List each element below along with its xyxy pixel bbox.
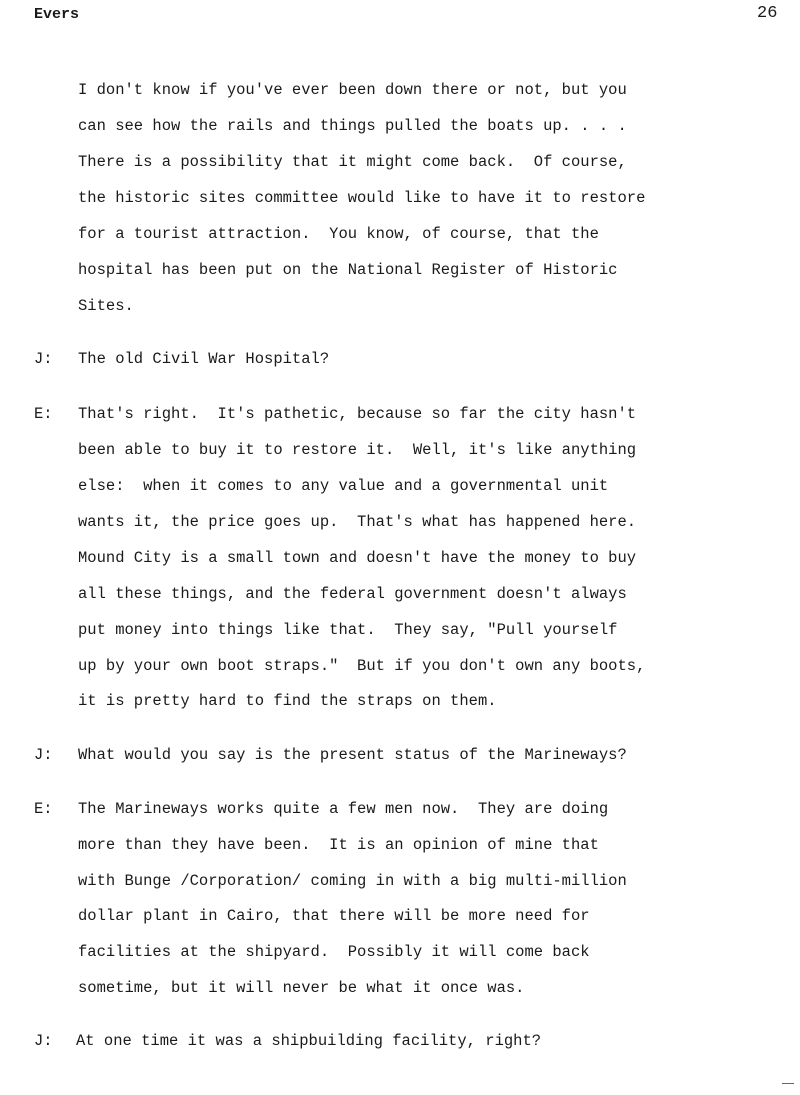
text-line: can see how the rails and things pulled the boats up. . . .	[78, 117, 627, 135]
text-line: That's right. It's pathetic, because so far the city hasn't	[78, 405, 637, 423]
text-line: facilities at the shipyard. Possibly it will come back	[78, 943, 590, 961]
text-line: The old Civil War Hospital?	[78, 350, 330, 368]
text-line: it is pretty hard to find the straps on them.	[78, 692, 497, 710]
text-line: wants it, the price goes up. That's what has happened here.	[78, 513, 637, 531]
margin-mark	[782, 1083, 794, 1084]
text-line: What would you say is the present status of the Marineways?	[78, 746, 627, 764]
page-number: 26	[757, 4, 778, 23]
text-line: the historic sites committee would like to have it to restore	[78, 189, 646, 207]
text-line: with Bunge /Corporation/ coming in with a big multi-million	[78, 872, 627, 890]
speaker-label: E:	[34, 800, 53, 818]
running-title: Evers	[34, 6, 80, 23]
text-line: all these things, and the federal government doesn't always	[78, 585, 627, 603]
text-line: sometime, but it will never be what it once was.	[78, 979, 525, 997]
text-line: put money into things like that. They say, "Pull yourself	[78, 621, 618, 639]
text-line: been able to buy it to restore it. Well, it's like anything	[78, 441, 637, 459]
speaker-label: J:	[34, 350, 53, 368]
text-line: dollar plant in Cairo, that there will be more need for	[78, 907, 590, 925]
text-line: Mound City is a small town and doesn't have the money to buy	[78, 549, 637, 567]
text-line: up by your own boot straps." But if you don't own any boots,	[78, 657, 646, 675]
text-line: for a tourist attraction. You know, of course, that the	[78, 225, 599, 243]
text-line: The Marineways works quite a few men now. They are doing	[78, 800, 609, 818]
text-line: There is a possibility that it might come back. Of course,	[78, 153, 627, 171]
text-line: I don't know if you've ever been down there or not, but you	[78, 81, 627, 99]
text-line: else: when it comes to any value and a governmental unit	[78, 477, 609, 495]
text-line: At one time it was a shipbuilding facility, right?	[76, 1032, 542, 1050]
text-line: Sites.	[78, 297, 134, 315]
speaker-label: J:	[34, 1032, 53, 1050]
text-line: hospital has been put on the National Register of Historic	[78, 261, 618, 279]
speaker-label: E:	[34, 405, 53, 423]
text-line: more than they have been. It is an opinion of mine that	[78, 836, 599, 854]
speaker-label: J:	[34, 746, 53, 764]
